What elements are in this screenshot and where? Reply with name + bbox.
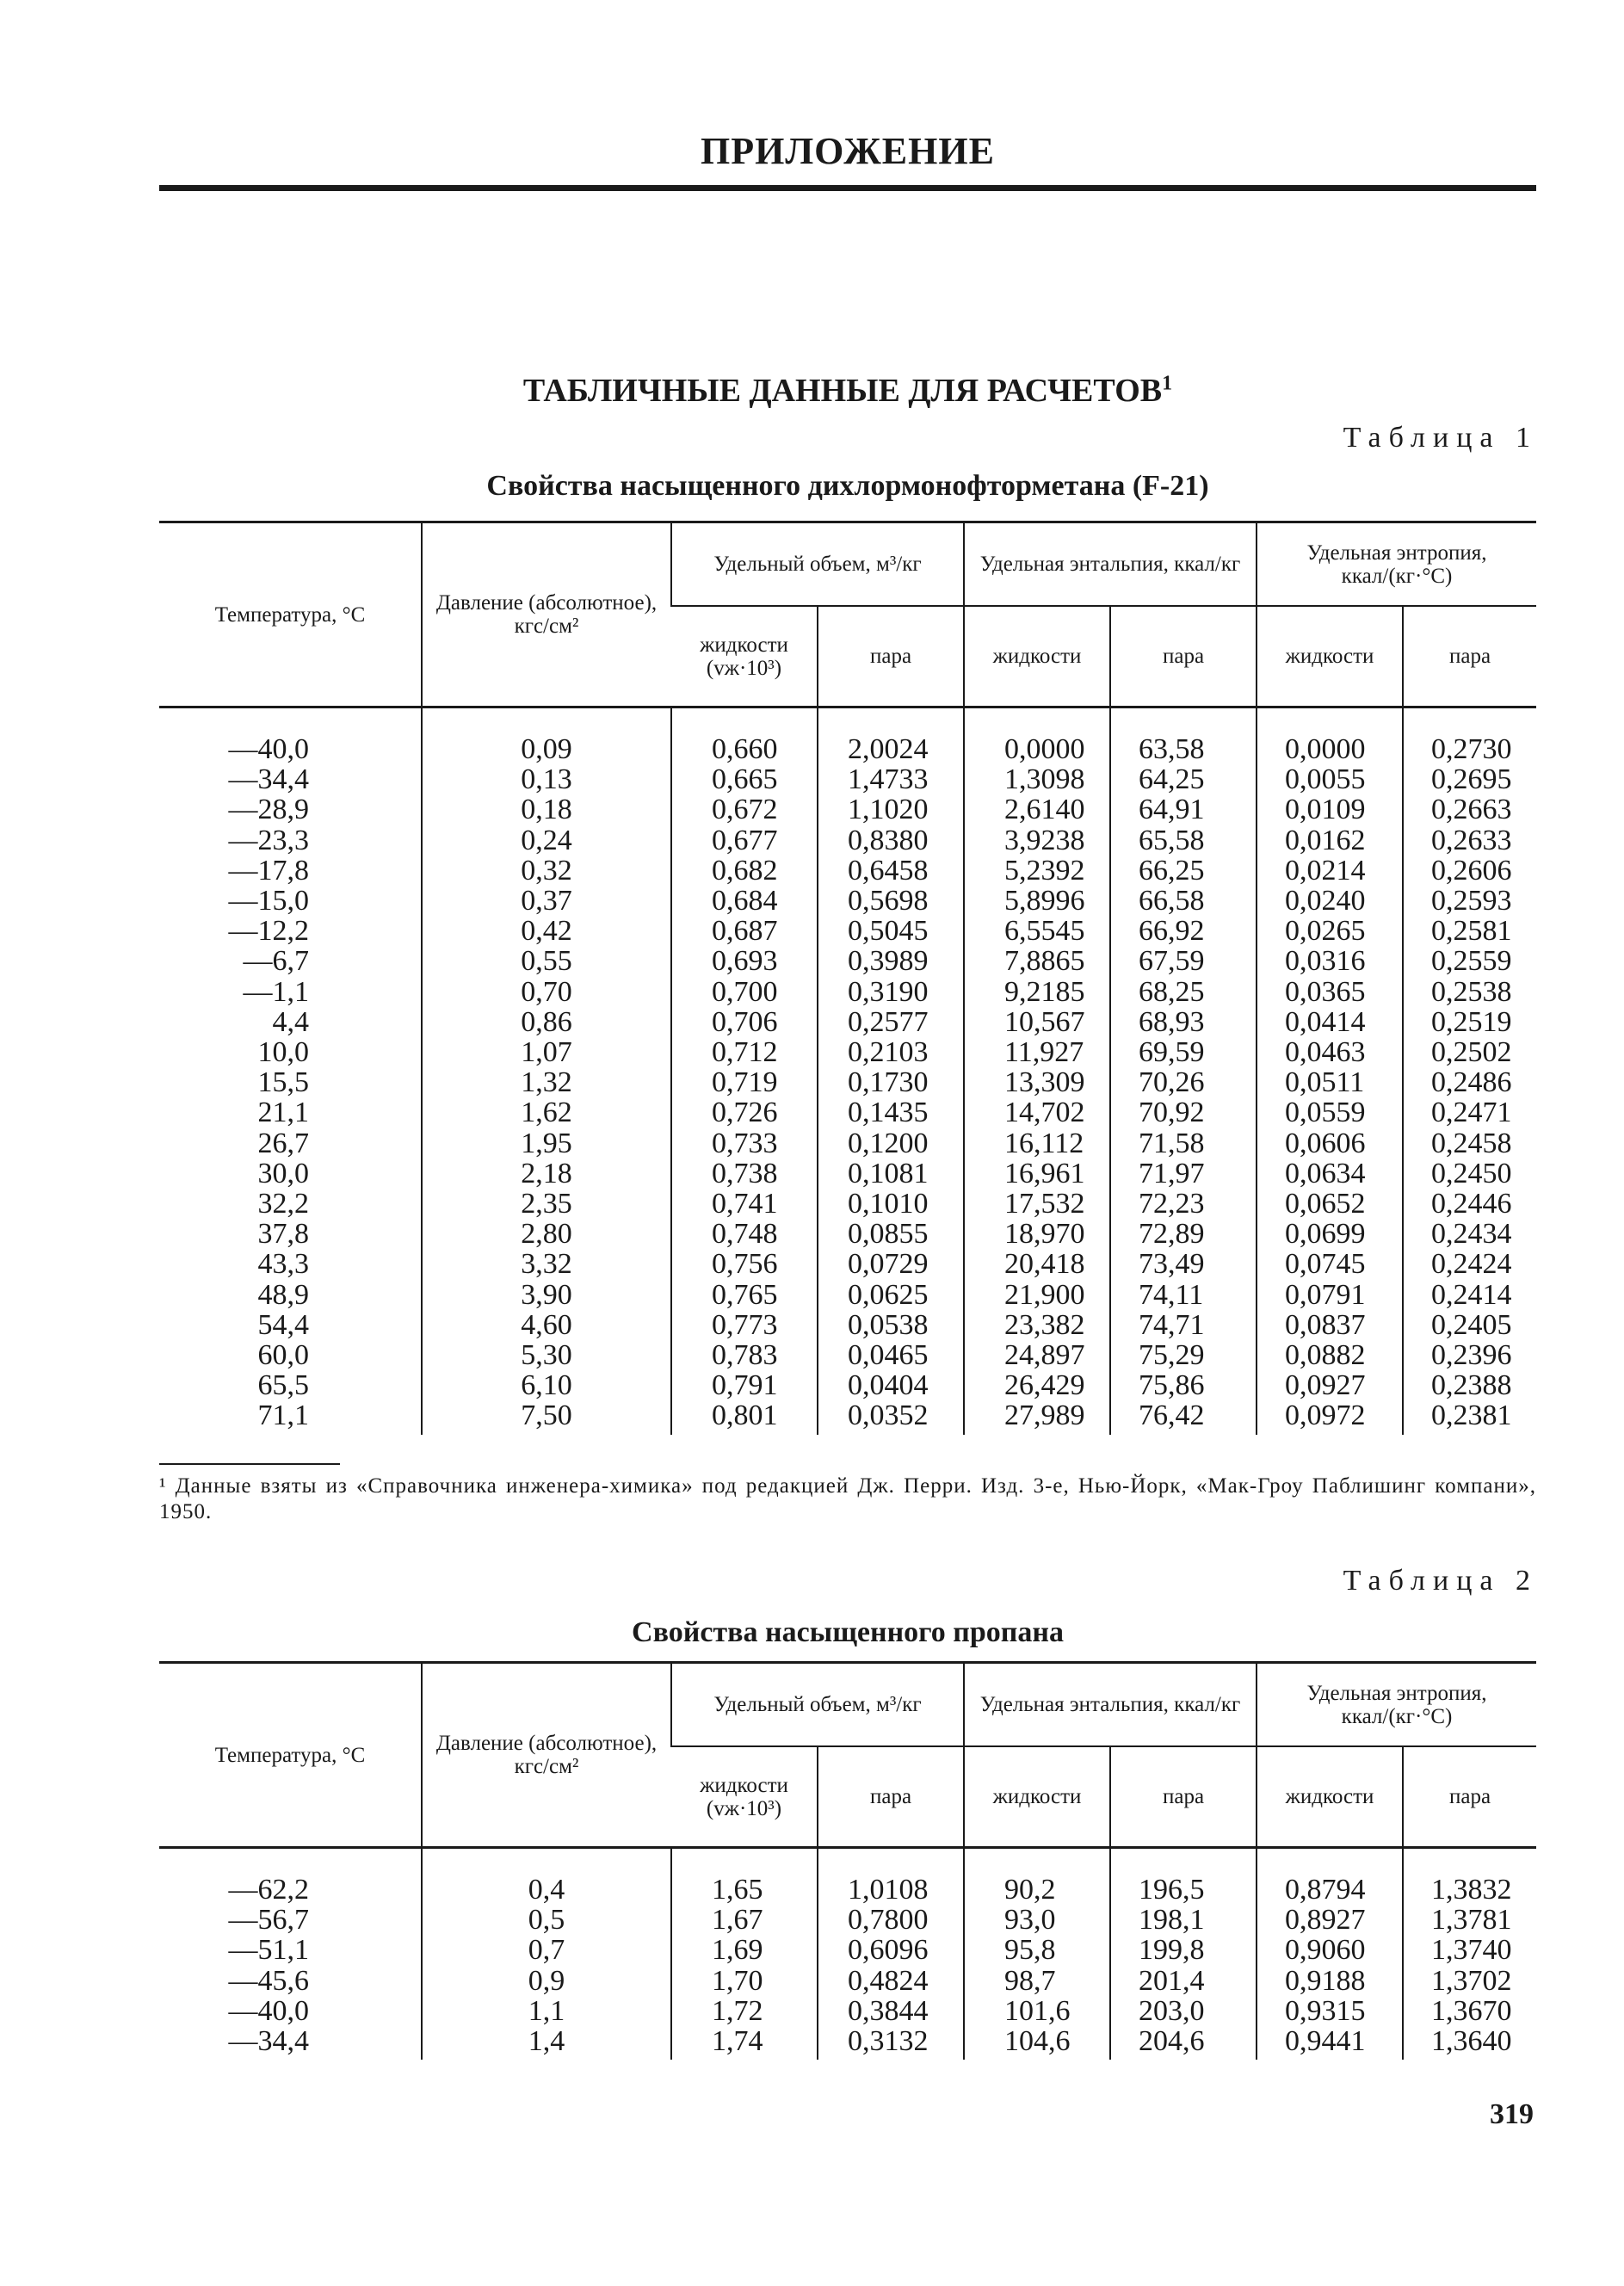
table-cell: 3,32 [521,1248,572,1281]
table-cell: 16,112 [1004,1127,1084,1159]
table-cell: —12,2 [228,915,309,948]
table-cell: 1,3670 [1431,1994,1512,2027]
table-cell: 72,23 [1139,1188,1205,1220]
table-cell: 69,59 [1139,1036,1205,1069]
table-cell: 48,9 [257,1278,309,1311]
table-cell: 0,3132 [848,2025,929,2058]
table-cell: 10,0 [257,1036,309,1069]
table-cell: 0,2502 [1431,1036,1512,1069]
column-entropy-vapor [1403,707,1536,1435]
table-cell: 65,58 [1139,824,1205,856]
section-title [159,372,1536,410]
table-cell: 1,4 [528,2025,565,2058]
table-cell: 0,0055 [1285,763,1366,796]
table-cell: —15,0 [228,885,309,917]
table-cell: 0,70 [521,975,572,1008]
footnote: ¹ Данные взяты из «Справочника инженера-химика» под редакцией Дж. Перри. Изд. 3-е, Нью-Йорк, «Мак-Гроу Паблишинг компани», 1950. [159,1474,1536,1523]
table-cell: 1,3740 [1431,1934,1512,1967]
table-cell: 5,2392 [1004,854,1085,887]
table-cell: 0,783 [712,1339,778,1372]
table-cell: 7,8865 [1004,945,1085,978]
table-cell: —34,4 [228,2025,309,2058]
table-cell: 0,684 [712,885,778,917]
table-cell: 0,2577 [848,1005,929,1038]
table-cell: 0,18 [521,794,572,826]
table-cell: 1,32 [521,1066,572,1099]
table-cell: 14,702 [1004,1097,1085,1129]
header-rule [159,185,1536,191]
table-cell: 1,0108 [848,1874,929,1906]
table-cell: 0,0855 [848,1218,929,1251]
table-cell: 3,9238 [1004,824,1085,856]
table-cell: 0,6458 [848,854,929,887]
table-2-label: Таблица 2 [1343,1565,1538,1597]
table-cell: 4,60 [521,1308,572,1341]
table-cell: 0,2458 [1431,1127,1512,1159]
table-cell: 24,897 [1004,1339,1085,1372]
table-cell: 23,382 [1004,1308,1085,1341]
table-cell: —62,2 [228,1874,309,1906]
table-1-caption: Свойства насыщенного дихлормонофторметана (F-21) [486,470,1209,502]
table-cell: 27,989 [1004,1399,1085,1432]
table-cell: 70,26 [1139,1066,1205,1099]
table-cell: 70,92 [1139,1097,1205,1129]
table-cell: 0,2581 [1431,915,1512,948]
table-cell: 1,72 [712,1994,763,2027]
table-cell: 0,0837 [1285,1308,1366,1341]
table-cell: 0,2633 [1431,824,1512,856]
table-cell: 0,9441 [1285,2025,1366,2058]
table-cell: 26,7 [257,1127,309,1159]
column-enthalpy-vapor [1110,1848,1257,2060]
header-pressure: Давление (абсолютное), кгс/см² [422,1663,671,1848]
table-cell: 204,6 [1139,2025,1205,2058]
table-cell: 0,0972 [1285,1399,1366,1432]
column-volume-liquid [671,1848,818,2060]
table-cell: 0,2450 [1431,1157,1512,1189]
table-cell: 90,2 [1004,1874,1056,1906]
table-cell: 10,567 [1004,1005,1085,1038]
column-enthalpy-vapor [1110,707,1257,1435]
table-cell: 37,8 [257,1218,309,1251]
table-cell: 0,9 [528,1964,565,1997]
table-cell: 1,70 [712,1964,763,1997]
footnote-marker: 1 [1162,372,1173,395]
header-volume-vapor: пара [818,606,964,707]
table-cell: 65,5 [257,1369,309,1402]
header-entropy-liquid: жидкости [1257,606,1403,707]
header-entropy-liquid: жидкости [1257,1746,1403,1848]
table-cell: 2,35 [521,1188,572,1220]
table-cell: 0,2446 [1431,1188,1512,1220]
table-cell: 75,86 [1139,1369,1205,1402]
header-enthalpy: Удельная энтальпия, ккал/кг [964,522,1257,607]
table-2 [159,1661,1536,2060]
table-cell: 0,687 [712,915,778,948]
table-cell: 0,0559 [1285,1097,1366,1129]
column-volume-vapor [818,707,964,1435]
table-cell: 21,1 [257,1097,309,1129]
table-cell: 0,733 [712,1127,778,1159]
table-cell: 0,0162 [1285,824,1366,856]
table-cell: 71,97 [1139,1157,1205,1189]
header-entropy-vapor: пара [1403,1746,1536,1848]
table-cell: 71,58 [1139,1127,1205,1159]
table-cell: 6,10 [521,1369,572,1402]
table-cell: 0,9060 [1285,1934,1366,1967]
table-cell: 101,6 [1004,1994,1071,2027]
table-cell: —17,8 [228,854,309,887]
table-cell: 0,0882 [1285,1339,1366,1372]
table-cell: 66,25 [1139,854,1205,887]
section-title-text: ТАБЛИЧНЫЕ ДАННЫЕ ДЛЯ РАСЧЕТОВ [522,373,1163,409]
header-enthalpy-liquid: жидкости [964,606,1110,707]
table-cell: 1,07 [521,1036,572,1069]
table-cell: 0,0927 [1285,1369,1366,1402]
table-cell: 0,2519 [1431,1005,1512,1038]
table-cell: 64,91 [1139,794,1205,826]
table-cell: 1,95 [521,1127,572,1159]
table-cell: 1,3640 [1431,2025,1512,2058]
table-cell: 0,5698 [848,885,929,917]
table-cell: 0,693 [712,945,778,978]
table-cell: 0,2424 [1431,1248,1512,1281]
table-cell: 0,677 [712,824,778,856]
table-cell: 64,25 [1139,763,1205,796]
table-cell: 74,11 [1139,1278,1204,1311]
table-1-label: Таблица 1 [1343,422,1538,454]
table-cell: 21,900 [1004,1278,1085,1311]
table-cell: 4,4 [272,1005,309,1038]
table-cell: 0,7800 [848,1904,929,1937]
table-cell: 20,418 [1004,1248,1085,1281]
table-cell: 0,0729 [848,1248,929,1281]
table-cell: 0,4 [528,1874,565,1906]
header-pressure: Давление (абсолютное), кгс/см² [422,522,671,707]
header-enthalpy: Удельная энтальпия, ккал/кг [964,1663,1257,1747]
table-cell: 0,6096 [848,1934,929,1967]
table-cell: 0,0214 [1285,854,1366,887]
table-cell: —28,9 [228,794,309,826]
table-cell: 66,92 [1139,915,1205,948]
table-cell: 0,741 [712,1188,778,1220]
table-cell: —1,1 [243,975,309,1008]
table-cell: 0,2434 [1431,1218,1512,1251]
table-cell: 0,0465 [848,1339,929,1372]
table-cell: 0,0699 [1285,1218,1366,1251]
table-2-caption: Свойства насыщенного пропана [632,1616,1064,1648]
table-cell: 0,0538 [848,1308,929,1341]
table-cell: 0,1081 [848,1157,929,1189]
header-entropy: Удельная энтропия, ккал/(кг·°C) [1257,522,1536,607]
table-cell: 0,2396 [1431,1339,1512,1372]
table-cell: 0,2606 [1431,854,1512,887]
table-cell: 32,2 [257,1188,309,1220]
table-cell: 1,1 [528,1994,565,2027]
table-cell: 66,58 [1139,885,1205,917]
table-cell: 7,50 [521,1399,572,1432]
table-cell: 16,961 [1004,1157,1085,1189]
table-cell: 0,682 [712,854,778,887]
table-cell: 60,0 [257,1339,309,1372]
table-cell: 0,2593 [1431,885,1512,917]
table-cell: 0,13 [521,763,572,796]
table-cell: 0,8380 [848,824,929,856]
column-temperature [159,1848,422,2060]
table-cell: 0,700 [712,975,778,1008]
header-volume-vapor: пара [818,1746,964,1848]
table-cell: —51,1 [228,1934,309,1967]
table-cell: —34,4 [228,763,309,796]
table-cell: 2,6140 [1004,794,1085,826]
table-cell: 203,0 [1139,1994,1205,2027]
table-cell: 73,49 [1139,1248,1205,1281]
table-2-body [159,1848,1536,2060]
table-cell: 0,0240 [1285,885,1366,917]
table-cell: 0,2559 [1431,945,1512,978]
table-cell: 67,59 [1139,945,1205,978]
table-1-header [159,522,1536,707]
table-cell: 11,927 [1004,1036,1084,1069]
table-cell: 0,738 [712,1157,778,1189]
table-cell: 0,32 [521,854,572,887]
table-cell: 0,55 [521,945,572,978]
table-cell: 0,1010 [848,1188,929,1220]
table-cell: 0,791 [712,1369,778,1402]
table-cell: 72,89 [1139,1218,1205,1251]
table-cell: 0,9315 [1285,1994,1366,2027]
table-cell: 0,2405 [1431,1308,1512,1341]
header-specific-volume: Удельный объем, м³/кг [671,522,964,607]
table-cell: 63,58 [1139,733,1205,765]
table-cell: 0,0404 [848,1369,929,1402]
table-cell: 0,719 [712,1066,778,1099]
column-volume-vapor [818,1848,964,2060]
table-cell: 0,8794 [1285,1874,1366,1906]
table-cell: 0,1435 [848,1097,929,1129]
table-cell: 0,712 [712,1036,778,1069]
table-cell: 0,42 [521,915,572,948]
table-cell: 2,18 [521,1157,572,1189]
table-1-body [159,707,1536,1435]
table-cell: 0,2103 [848,1036,929,1069]
table-cell: 0,0791 [1285,1278,1366,1311]
table-cell: 1,3832 [1431,1874,1512,1906]
table-cell: 74,71 [1139,1308,1205,1341]
table-cell: 0,3844 [848,1994,929,2027]
table-cell: —40,0 [228,1994,309,2027]
table-cell: 68,25 [1139,975,1205,1008]
table-cell: 0,0352 [848,1399,929,1432]
table-cell: 0,0634 [1285,1157,1366,1189]
table-cell: 199,8 [1139,1934,1205,1967]
column-enthalpy-liquid [964,707,1110,1435]
table-cell: 1,62 [521,1097,572,1129]
header-volume-liquid: жидкости (vж·10³) [671,1746,818,1848]
table-cell: 1,65 [712,1874,763,1906]
table-cell: 1,67 [712,1904,763,1937]
table-cell: 0,1730 [848,1066,929,1099]
table-cell: —45,6 [228,1964,309,1997]
table-cell: 0,773 [712,1308,778,1341]
table-cell: 76,42 [1139,1399,1205,1432]
table-cell: 1,4733 [848,763,929,796]
table-cell: 0,4824 [848,1964,929,1997]
table-cell: 0,0414 [1285,1005,1366,1038]
table-cell: 71,1 [257,1399,309,1432]
table-cell: 0,0463 [1285,1036,1366,1069]
table-cell: 1,3098 [1004,763,1085,796]
table-cell: 5,30 [521,1339,572,1372]
table-cell: 0,2486 [1431,1066,1512,1099]
table-cell: 68,93 [1139,1005,1205,1038]
table-cell: 196,5 [1139,1874,1205,1906]
table-cell: 0,1200 [848,1127,929,1159]
table-cell: 17,532 [1004,1188,1085,1220]
table-cell: 0,2381 [1431,1399,1512,1432]
header-entropy-vapor: пара [1403,606,1536,707]
column-pressure [422,1848,671,2060]
table-cell: 0,0365 [1285,975,1366,1008]
table-cell: 0,2414 [1431,1278,1512,1311]
page-number: 319 [1490,2098,1534,2130]
table-cell: 0,0511 [1285,1066,1365,1099]
table-cell: 98,7 [1004,1964,1056,1997]
table-cell: 75,29 [1139,1339,1205,1372]
table-cell: 0,2538 [1431,975,1512,1008]
table-cell: 0,0625 [848,1278,929,1311]
table-cell: 3,90 [521,1278,572,1311]
table-cell: 0,672 [712,794,778,826]
table-cell: 0,2663 [1431,794,1512,826]
table-cell: 0,5 [528,1904,565,1937]
column-entropy-liquid [1257,707,1403,1435]
header-temperature: Температура, °C [214,602,366,627]
table-cell: 1,3702 [1431,1964,1512,1997]
table-cell: 26,429 [1004,1369,1085,1402]
table-cell: 0,765 [712,1278,778,1311]
table-cell: 6,5545 [1004,915,1085,948]
table-cell: —23,3 [228,824,309,856]
column-temperature [159,707,422,1435]
header-entropy: Удельная энтропия, ккал/(кг·°C) [1257,1663,1536,1747]
table-2-header [159,1663,1536,1848]
table-cell: —6,7 [243,945,309,978]
table-cell: 0,2471 [1431,1097,1512,1129]
table-cell: 0,0316 [1285,945,1366,978]
table-cell: 1,1020 [848,794,929,826]
table-cell: 93,0 [1004,1904,1056,1937]
table-cell: 0,660 [712,733,778,765]
table-cell: 201,4 [1139,1964,1205,1997]
table-cell: 0,801 [712,1399,778,1432]
header-temperature: Температура, °C [214,1743,366,1767]
table-cell: 0,37 [521,885,572,917]
column-entropy-vapor [1403,1848,1536,2060]
table-cell: 0,0265 [1285,915,1366,948]
header-specific-volume: Удельный объем, м³/кг [671,1663,964,1747]
table-cell: 0,2388 [1431,1369,1512,1402]
table-cell: 0,665 [712,763,778,796]
table-cell: 0,9188 [1285,1964,1366,1997]
table-cell: 2,80 [521,1218,572,1251]
table-cell: 0,0000 [1004,733,1085,765]
table-cell: 0,2695 [1431,763,1512,796]
table-cell: 15,5 [257,1066,309,1099]
table-cell: 0,3190 [848,975,929,1008]
header-enthalpy-vapor: пара [1110,606,1257,707]
column-entropy-liquid [1257,1848,1403,2060]
table-cell: 18,970 [1004,1218,1085,1251]
table-cell: 43,3 [257,1248,309,1281]
table-cell: 0,748 [712,1218,778,1251]
table-cell: 30,0 [257,1157,309,1189]
table-cell: 0,3989 [848,945,929,978]
table-cell: 0,5045 [848,915,929,948]
table-cell: 95,8 [1004,1934,1056,1967]
footnote-rule [159,1463,340,1465]
table-cell: 1,3781 [1431,1904,1512,1937]
table-cell: 5,8996 [1004,885,1085,917]
column-enthalpy-liquid [964,1848,1110,2060]
table-cell: 1,69 [712,1934,763,1967]
table-cell: 2,0024 [848,733,929,765]
table-cell: 198,1 [1139,1904,1205,1937]
table-cell: 104,6 [1004,2025,1071,2058]
table-cell: 0,756 [712,1248,778,1281]
table-1 [159,521,1536,1435]
table-cell: 54,4 [257,1308,309,1341]
table-cell: 1,74 [712,2025,763,2058]
table-cell: 0,0606 [1285,1127,1366,1159]
table-cell: 0,706 [712,1005,778,1038]
column-pressure [422,707,671,1435]
table-cell: 9,2185 [1004,975,1085,1008]
table-cell: 0,0109 [1285,794,1366,826]
column-volume-liquid [671,707,818,1435]
table-cell: 0,86 [521,1005,572,1038]
table-cell: 0,726 [712,1097,778,1129]
table-cell: —56,7 [228,1904,309,1937]
appendix-heading: ПРИЛОЖЕНИЕ [701,130,995,172]
table-cell: 0,0652 [1285,1188,1366,1220]
table-cell: 0,0000 [1285,733,1366,765]
table-cell: 0,24 [521,824,572,856]
header-enthalpy-liquid: жидкости [964,1746,1110,1848]
table-cell: 0,2730 [1431,733,1512,765]
table-cell: 13,309 [1004,1066,1085,1099]
header-enthalpy-vapor: пара [1110,1746,1257,1848]
header-volume-liquid: жидкости (vж·10³) [671,606,818,707]
table-cell: 0,0745 [1285,1248,1366,1281]
table-cell: 0,09 [521,733,572,765]
table-cell: 0,8927 [1285,1904,1366,1937]
table-cell: 0,7 [528,1934,565,1967]
table-cell: —40,0 [228,733,309,765]
